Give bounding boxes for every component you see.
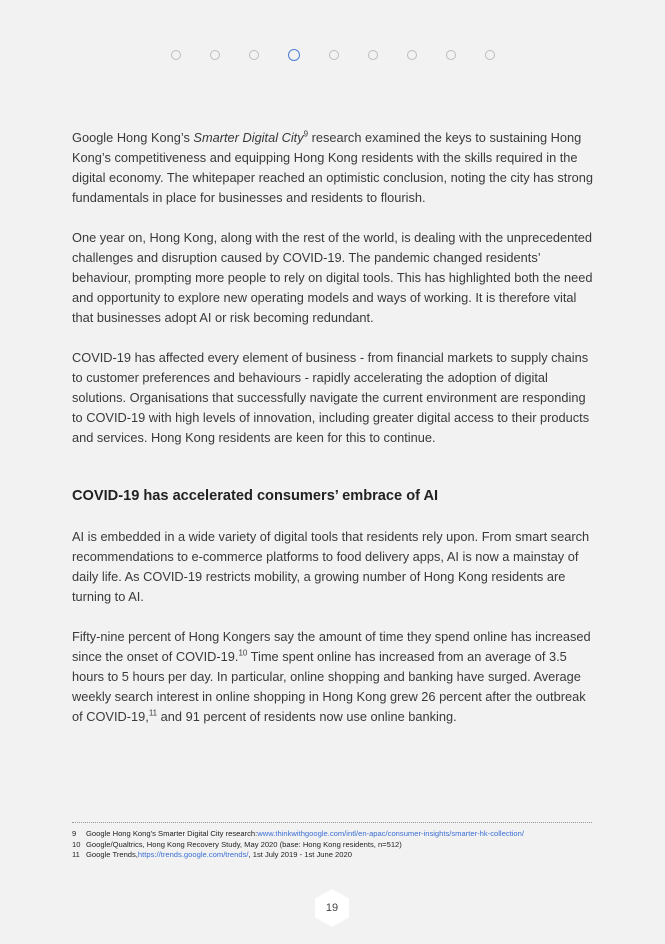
paragraph: COVID-19 has affected every element of business - from financial markets to supply chains to customer preferences and behaviours - rapidly accelerating the adoption of digital solutions. Organisations that successfully navigate the current environment are responding to COVID-19 with high levels of innovation, including greater digital access to their products and services. Hong Kong residents are keen for this to continue. bbox=[72, 350, 590, 445]
paragraph bbox=[72, 627, 597, 727]
page-dot[interactable] bbox=[210, 50, 220, 60]
footnote-number: 10 bbox=[72, 839, 81, 849]
report-title: Smarter Digital City bbox=[193, 130, 304, 145]
footnotes bbox=[72, 822, 592, 861]
footnote-link[interactable]: www.thinkwithgoogle.com/intl/en-apac/consumer-insights/smarter-hk-collection/ bbox=[257, 829, 524, 838]
page-number: 19 bbox=[325, 902, 339, 914]
page-dot[interactable] bbox=[368, 50, 378, 60]
footnote-number: 9 bbox=[72, 829, 77, 838]
page-indicator-dots bbox=[0, 50, 665, 61]
footnote-number: 11 bbox=[72, 850, 80, 859]
footnote-ref: 10 bbox=[238, 648, 248, 658]
section-heading: COVID-19 has accelerated consumers’ embrace of AI bbox=[72, 488, 439, 504]
intro-text: research examined the keys to sustaining Hong Kong’s competitiveness and equipping Hong Kong residents with the skills required in the digital economy. The whitepaper reached an optimistic conclusion, noting the city has strong fundamentals in place for businesses and residents to flourish. bbox=[72, 130, 593, 205]
footnote-link[interactable]: https://trends.google.com/trends/ bbox=[137, 850, 249, 859]
page-dot[interactable] bbox=[446, 50, 456, 60]
footnote-ref: 9 bbox=[303, 129, 309, 139]
footnote-ref: 11 bbox=[148, 708, 158, 718]
page-number-badge bbox=[313, 888, 351, 928]
paragraph-text: Fifty-nine percent of Hong Kongers say the amount of time they spend online has increased since the onset of COVID-19. bbox=[72, 629, 591, 664]
footnote-item bbox=[72, 840, 592, 851]
body-content bbox=[72, 128, 597, 747]
intro-paragraph bbox=[72, 128, 597, 208]
page-dot[interactable] bbox=[407, 50, 417, 60]
paragraph: AI is embedded in a wide variety of digital tools that residents rely upon. From smart search recommendations to e-commerce platforms to food delivery apps, AI is now a mainstay of daily life. As COVID-19 restricts mobility, a growing number of Hong Kong residents are turning to AI. bbox=[72, 529, 590, 604]
footnote-item bbox=[72, 850, 592, 861]
footnote-text: Google/Qualtrics, Hong Kong Recovery Study, May 2020 (base: Hong Kong residents, n=512) bbox=[86, 839, 402, 849]
footnote-item bbox=[72, 829, 592, 840]
paragraph-text: Time spent online has increased from an average of 3.5 hours to 5 hours per day. In particular, online shopping and banking have surged. Average weekly search interest in online shopping in Hong Kong grew 26 percent after the outbreak of COVID-19, bbox=[72, 649, 586, 724]
page-dot[interactable] bbox=[171, 50, 181, 60]
paragraph-text: and 91 percent of residents now use online banking. bbox=[157, 709, 457, 724]
page-dot[interactable] bbox=[329, 50, 339, 60]
paragraph: One year on, Hong Kong, along with the rest of the world, is dealing with the unprecedented challenges and disruption caused by COVID-19. The pandemic changed residents’ behaviour, prompting more people to rely on digital tools. This has highlighted both the need and opportunity to explore new operating models and ways of working. It is therefore vital that businesses adopt AI or risk becoming redundant. bbox=[72, 230, 593, 325]
footnote-text: , 1st July 2019 - 1st June 2020 bbox=[248, 850, 352, 859]
intro-text: Google Hong Kong’s bbox=[72, 130, 194, 145]
footnote-text: Google Hong Kong’s Smarter Digital City research: bbox=[86, 829, 258, 838]
page-dot[interactable] bbox=[485, 50, 495, 60]
page-dot[interactable] bbox=[249, 50, 259, 60]
page-dot-active[interactable] bbox=[288, 49, 300, 61]
footnote-text: Google Trends, bbox=[86, 850, 138, 859]
